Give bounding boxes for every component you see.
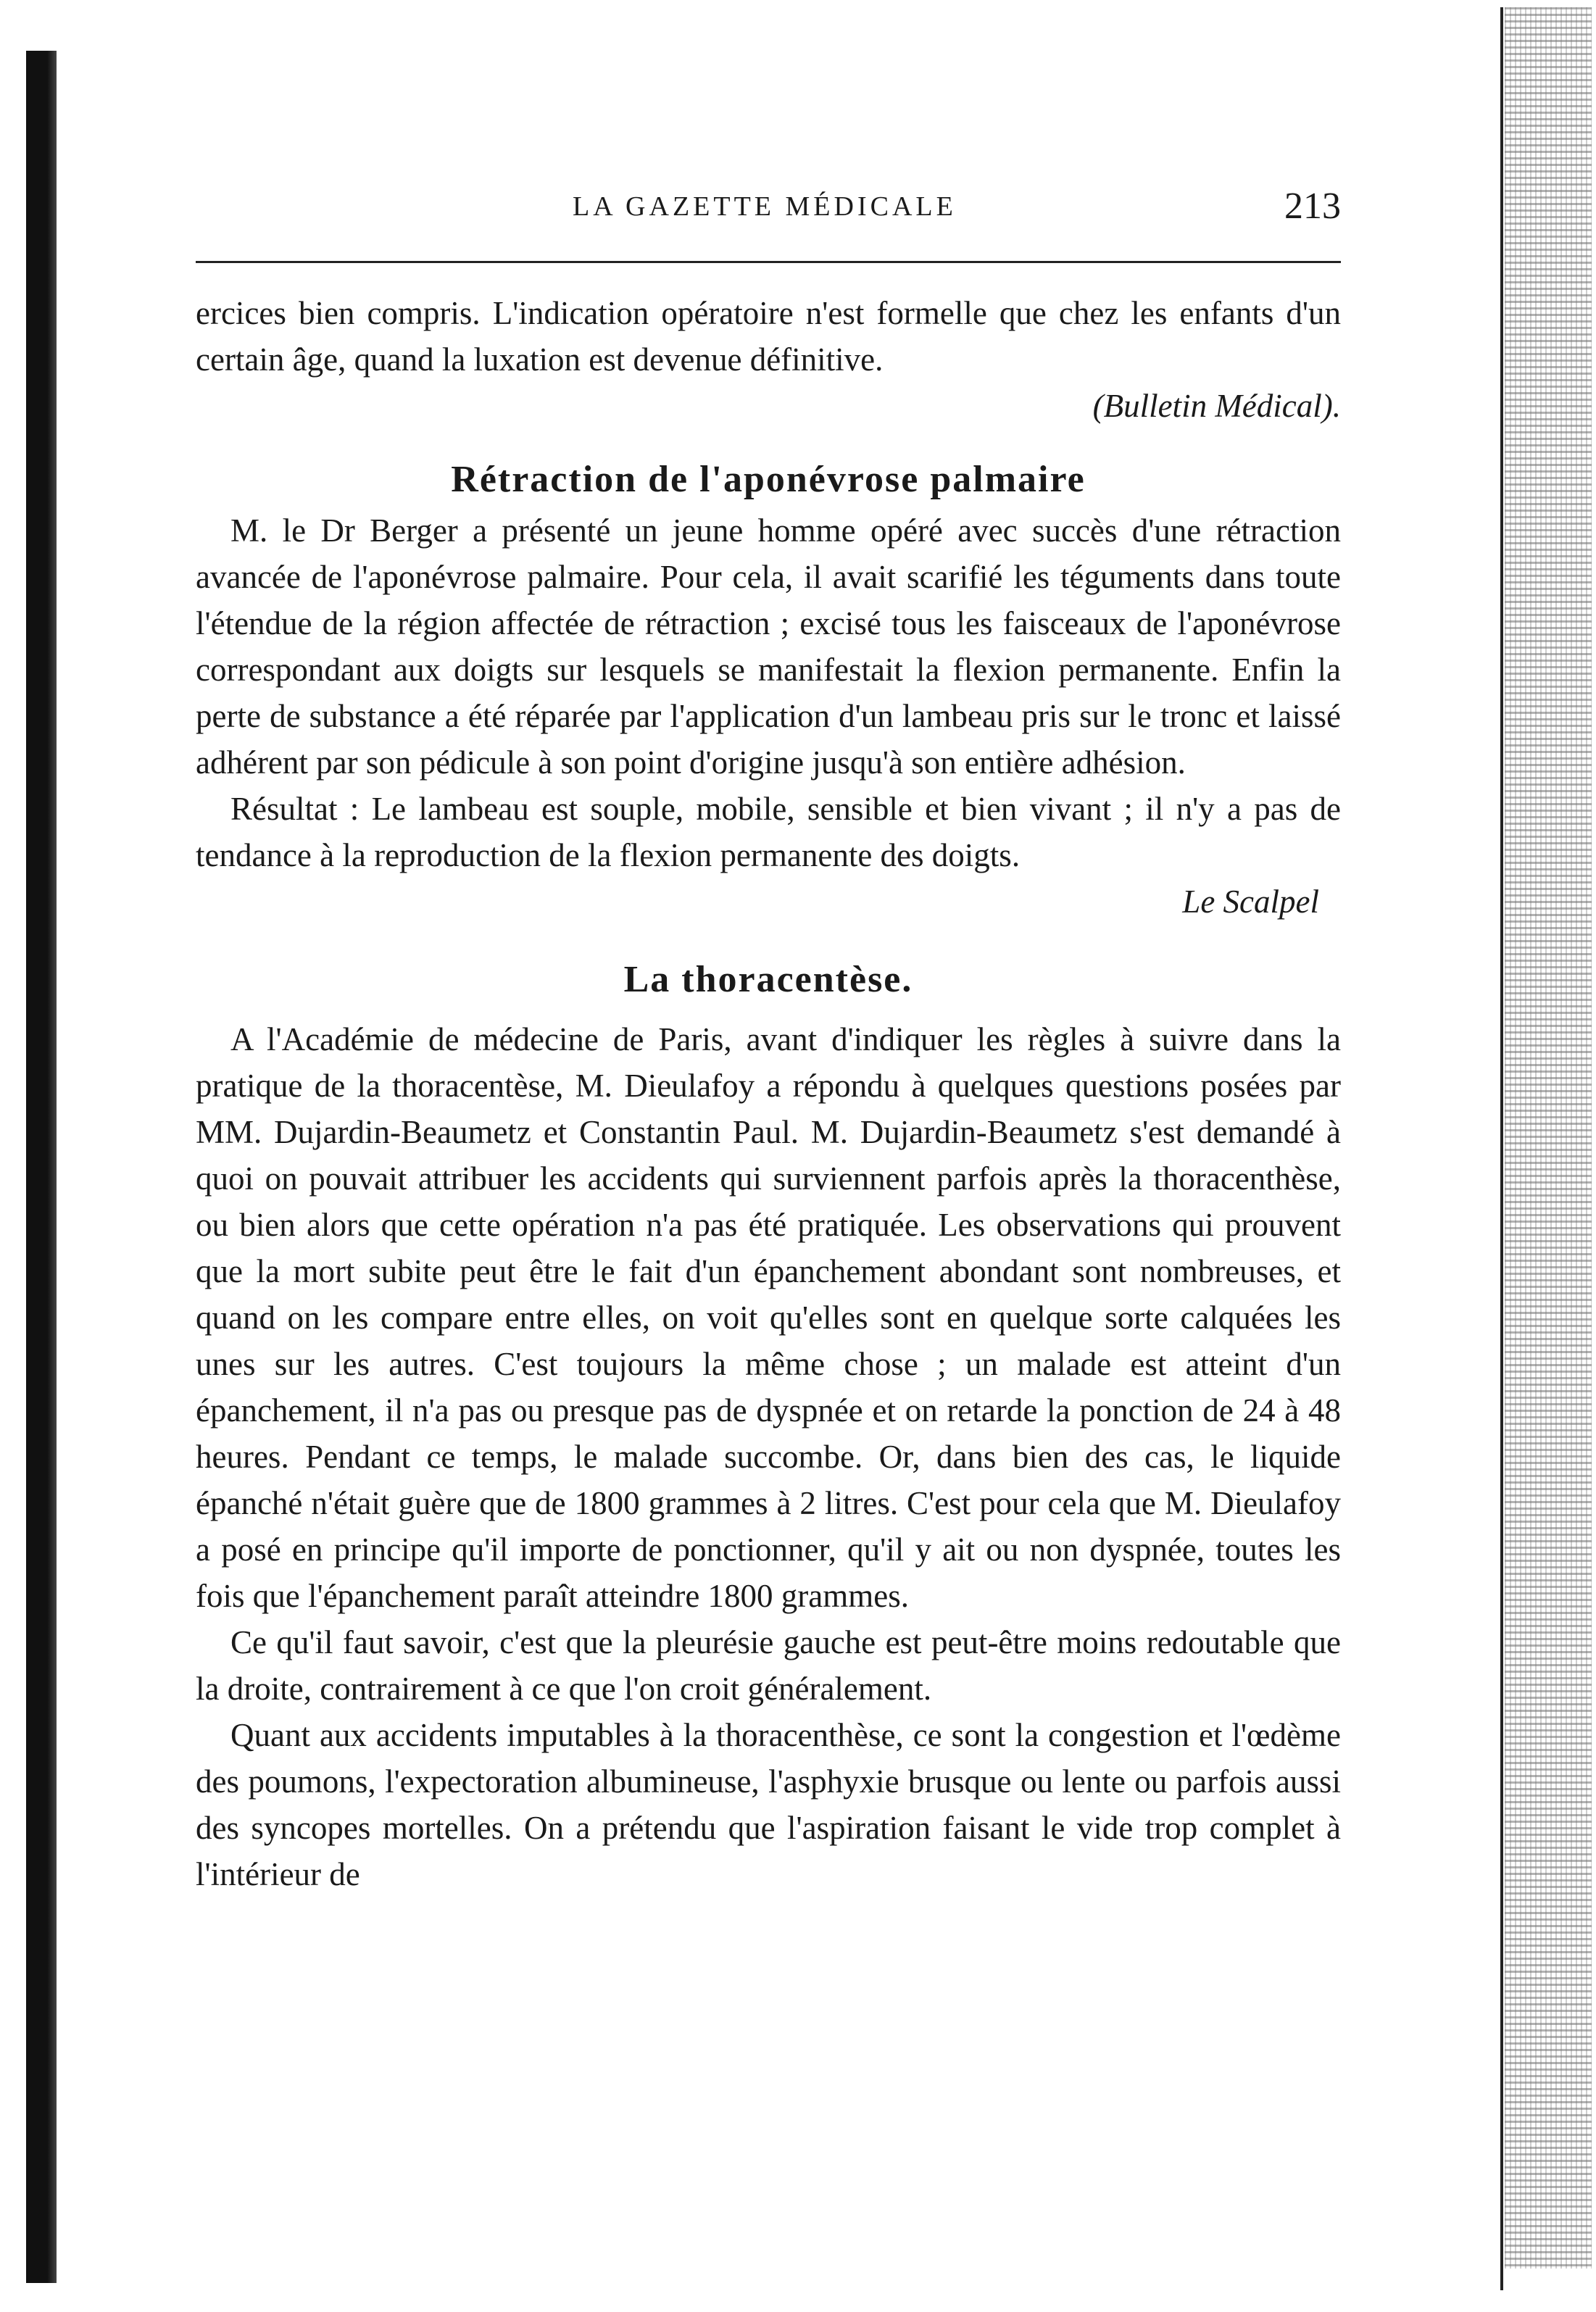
- article-1-paragraph: Résultat : Le lambeau est souple, mobile, sensible et bien vivant ; il n'y a pas de tendance à la reproduction de la flexion permanente des doigts.: [196, 791, 1341, 873]
- running-title: LA GAZETTE MÉDICALE: [573, 191, 957, 222]
- page-body: [196, 290, 1341, 1897]
- page-number: 213: [1284, 186, 1341, 227]
- scan-binding-shadow: [26, 51, 57, 2283]
- header-rule: [196, 261, 1341, 263]
- article-2-paragraph: Ce qu'il faut savoir, c'est que la pleurésie gauche est peut-être moins redoutable que la droite, contrairement à ce que l'on croit généralement.: [196, 1624, 1341, 1707]
- article-1-paragraph: M. le Dr Berger a présenté un jeune homme opéré avec succès d'une rétraction avancée de l'aponévrose palmaire. Pour cela, il avait scarifié les téguments dans toute l'étendue de la région affectée de rétraction ; excisé tous les faisceaux de l'aponévrose correspondant aux doigts sur lesquels se manifestait la flexion permanente. Enfin la perte de substance a été réparée par l'application d'un lambeau pris sur le tronc et laissé adhérent par son pédicule à son point d'origine jusqu'à son entière adhésion.: [196, 512, 1341, 781]
- article-1-source: Le Scalpel: [1182, 883, 1319, 920]
- article-2-paragraph: A l'Académie de médecine de Paris, avant d'indiquer les règles à suivre dans la pratique de la thoracentèse, M. Dieulafoy a répondu à quelques questions posées par MM. Dujardin-Beaumetz et Constantin Paul. M. Dujardin-Beaumetz s'est demandé à quoi on pouvait attribuer les accidents qui surviennent parfois après la thoracenthèse, ou bien alors que cette opération n'a pas été pratiquée. Les observations qui prouvent que la mort subite peut être le fait d'un épanchement abondant sont nombreuses, et quand on les compare entre elles, on voit qu'elles sont en quelque sorte calquées les unes sur les autres. C'est toujours la même chose ; un malade est atteint d'un épanchement, il n'a pas ou presque pas de dyspnée et on retarde la ponction de 24 à 48 heures. Pendant ce temps, le malade succombe. Or, dans bien des cas, le liquide épanché n'était guère que de 1800 grammes à 2 litres. C'est pour cela que M. Dieulafoy a posé en principe qu'il importe de ponctionner, qu'il y ait ou non dyspnée, toutes les fois que l'épanchement paraît atteindre 1800 grammes.: [196, 1021, 1341, 1614]
- scan-page-edge-noise: [1505, 7, 1592, 2269]
- article-1-heading: Rétraction de l'aponévrose palmaire: [451, 459, 1086, 500]
- scan-page-edge-line: [1500, 7, 1503, 2290]
- continuation-paragraph: ercices bien compris. L'indication opératoire n'est formelle que chez les enfants d'un certain âge, quand la luxation est devenue définitive.: [196, 295, 1341, 378]
- continuation-source: (Bulletin Médical).: [1092, 388, 1341, 424]
- article-2-paragraph: Quant aux accidents imputables à la thoracenthèse, ce sont la congestion et l'œdème des poumons, l'expectoration albumineuse, l'asphyxie brusque ou lente ou parfois aussi des syncopes mortelles. On a prétendu que l'aspiration faisant le vide trop complet à l'intérieur de: [196, 1717, 1341, 1892]
- page-header: [196, 185, 1341, 228]
- article-2-heading: La thoracentèse.: [623, 959, 913, 1000]
